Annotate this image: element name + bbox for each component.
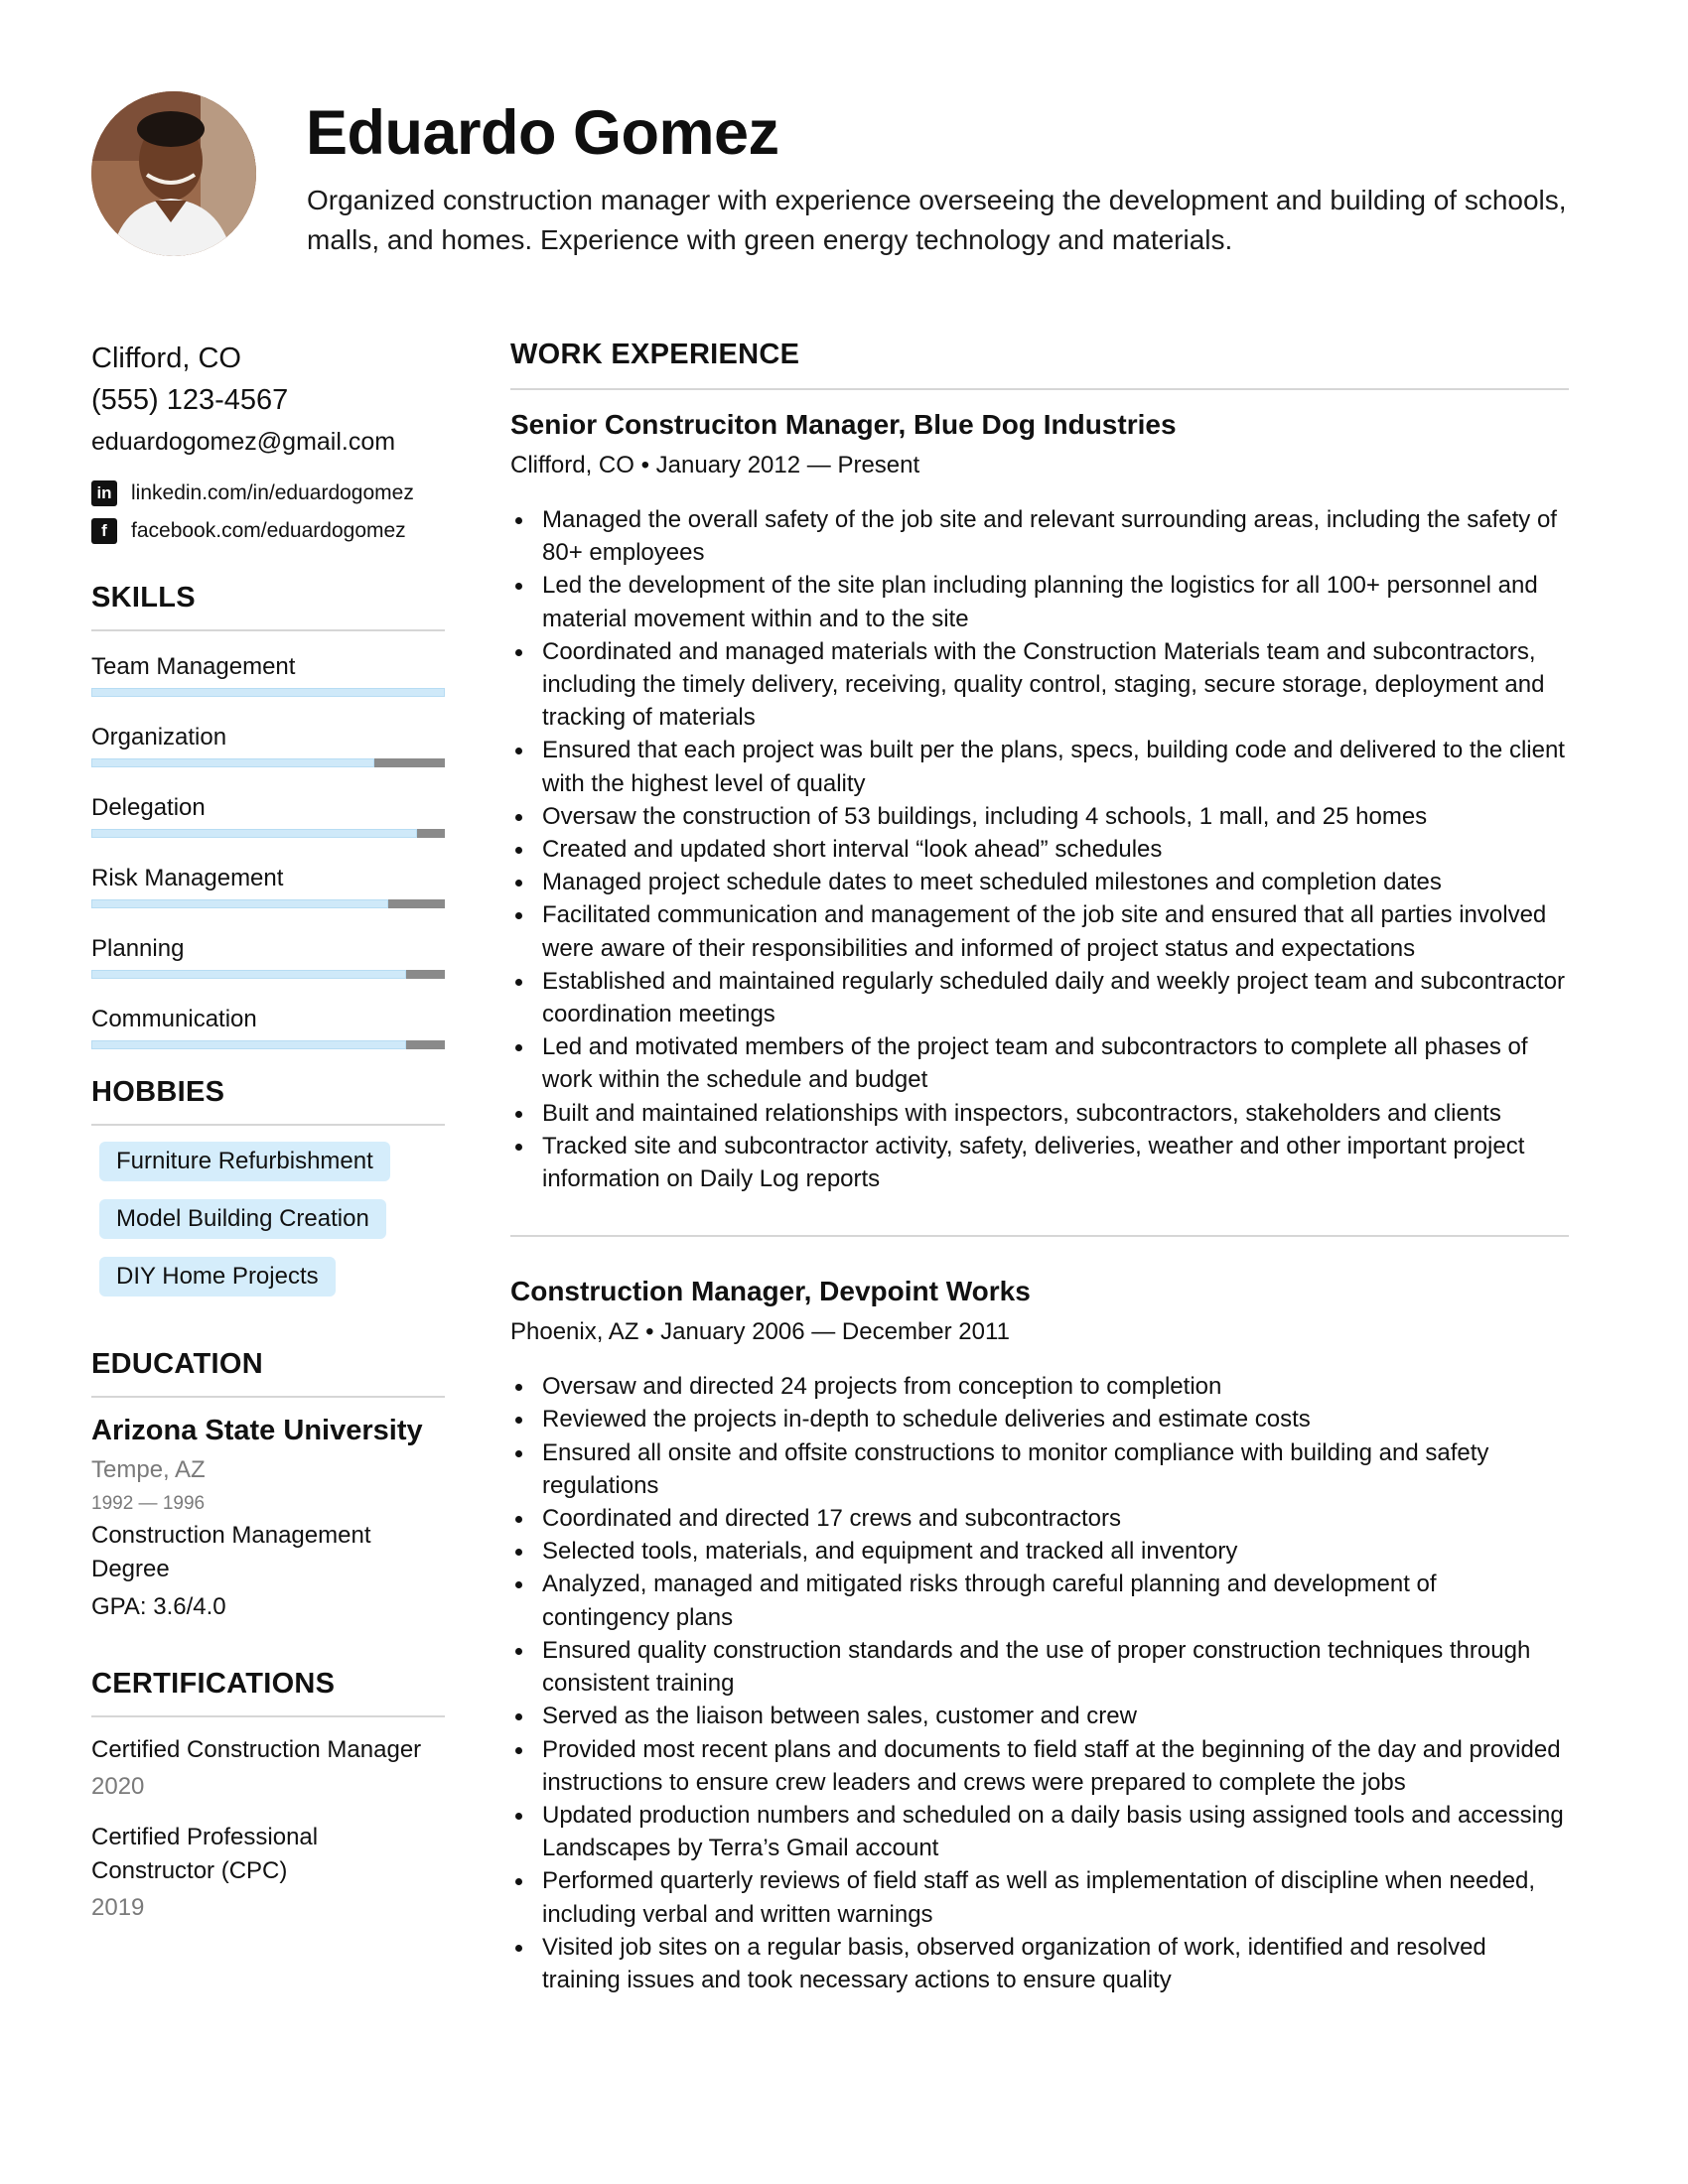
person-photo-icon: [91, 91, 256, 256]
skill-level-bar: [91, 970, 445, 979]
linkedin-url[interactable]: linkedin.com/in/eduardogomez: [131, 481, 414, 504]
contact-phone: (555) 123-4567: [91, 384, 289, 416]
skill-label: Communication: [91, 1006, 257, 1032]
certification-year: 2020: [91, 1773, 145, 1800]
skill-item: [91, 720, 445, 767]
job-bullet: Performed quarterly reviews of field staff as well as implementation of discipline when needed, including verbal and written warnings: [510, 1864, 1569, 1930]
education-school: Arizona State University: [91, 1415, 423, 1446]
right-column: [510, 335, 1569, 1996]
skill-item: [91, 790, 445, 838]
linkedin-link[interactable]: [91, 475, 445, 512]
skill-level-fill: [91, 829, 417, 838]
job-bullet: Created and updated short interval “look ahead” schedules: [510, 833, 1569, 866]
candidate-name: Eduardo Gomez: [306, 98, 779, 168]
job-bullet: Coordinated and directed 17 crews and subcontractors: [510, 1502, 1569, 1535]
section-divider: [91, 1715, 445, 1717]
job-bullet: Established and maintained regularly scheduled daily and weekly project team and subcontractor coordination meetings: [510, 965, 1569, 1030]
job-title: Senior Construciton Manager, Blue Dog Industries: [510, 409, 1177, 440]
skill-level-fill: [91, 688, 445, 697]
left-column: [91, 338, 445, 1928]
skill-level-bar: [91, 829, 445, 838]
job-bullet: Coordinated and managed materials with the Construction Materials team and subcontractors, including the timely delivery, receiving, quality control, staging, secure storage, deployment and tracking of materials: [510, 635, 1569, 735]
facebook-url[interactable]: facebook.com/eduardogomez: [131, 519, 406, 542]
certification-name: Certified Construction Manager: [91, 1736, 422, 1763]
job-meta: Phoenix, AZ • January 2006 — December 2011: [510, 1318, 1010, 1346]
certification-item: [91, 1821, 445, 1928]
facebook-icon: f: [91, 518, 117, 544]
hobbies-heading: HOBBIES: [91, 1076, 225, 1108]
job-bullet: Facilitated communication and management of the job site and ensured that all parties involved were aware of their responsibilities and informed of project status and expectations: [510, 898, 1569, 964]
job-bullet: Provided most recent plans and documents to field staff at the beginning of the day and provided instructions to ensure crew leaders and crews were prepared to complete the jobs: [510, 1733, 1569, 1799]
skill-item: [91, 931, 445, 979]
certification-name: Certified Professional Constructor (CPC): [91, 1824, 319, 1884]
job-bullet: Tracked site and subcontractor activity, safety, deliveries, weather and other important project information on Daily Log reports: [510, 1130, 1569, 1195]
skill-level-bar: [91, 899, 445, 908]
job-meta: Clifford, CO • January 2012 — Present: [510, 452, 920, 478]
job-bullet: Managed project schedule dates to meet scheduled milestones and completion dates: [510, 866, 1569, 898]
skill-label: Planning: [91, 935, 185, 962]
job-bullet: Led the development of the site plan including planning the logistics for all 100+ personnel and material movement within and to the site: [510, 569, 1569, 634]
skill-level-bar: [91, 1040, 445, 1049]
job-bullet: Oversaw the construction of 53 buildings, including 4 schools, 1 mall, and 25 homes: [510, 800, 1569, 833]
job-bullet: Reviewed the projects in-depth to schedule deliveries and estimate costs: [510, 1403, 1569, 1435]
section-divider: [91, 629, 445, 631]
section-divider: [91, 1396, 445, 1398]
education-location: Tempe, AZ: [91, 1456, 206, 1483]
job-bullet: Ensured quality construction standards and the use of proper construction techniques through consistent training: [510, 1634, 1569, 1700]
job-bullet: Visited job sites on a regular basis, observed organization of work, identified and resolved training issues and took necessary actions to ensure quality: [510, 1931, 1569, 1996]
skill-level-fill: [91, 1040, 406, 1049]
skill-level-bar: [91, 688, 445, 697]
profile-photo: [91, 91, 256, 256]
job-bullet: Selected tools, materials, and equipment and tracked all inventory: [510, 1535, 1569, 1568]
hobby-tag: Model Building Creation: [99, 1199, 386, 1239]
profile-summary: Organized construction manager with experience overseeing the development and building of schools, malls, and homes. Experience with green energy technology and materials.: [307, 185, 1567, 255]
skill-label: Risk Management: [91, 865, 284, 891]
skill-level-bar: [91, 758, 445, 767]
facebook-link[interactable]: [91, 512, 445, 550]
education-gpa: GPA: 3.6/4.0: [91, 1593, 226, 1620]
job-bullet: Managed the overall safety of the job site and relevant surrounding areas, including the safety of 80+ employees: [510, 503, 1569, 569]
certifications-heading: CERTIFICATIONS: [91, 1668, 336, 1700]
job-bullets: [510, 1370, 1569, 1996]
certification-item: [91, 1733, 445, 1807]
linkedin-icon: in: [91, 480, 117, 506]
skill-level-fill: [91, 970, 406, 979]
job-entry: [510, 404, 1569, 1195]
job-bullet: Analyzed, managed and mitigated risks through careful planning and development of contingency plans: [510, 1568, 1569, 1633]
skill-label: Organization: [91, 724, 227, 751]
job-bullet: Built and maintained relationships with inspectors, subcontractors, stakeholders and clients: [510, 1097, 1569, 1130]
hobby-tag: Furniture Refurbishment: [99, 1142, 390, 1181]
education-years: 1992 — 1996: [91, 1493, 206, 1514]
job-divider: [510, 1235, 1569, 1237]
job-entry: [510, 1271, 1569, 1996]
education-degree: Construction Management Degree: [91, 1522, 371, 1582]
job-bullet: Served as the liaison between sales, customer and crew: [510, 1700, 1569, 1732]
work-experience-heading: WORK EXPERIENCE: [510, 339, 800, 370]
certification-year: 2019: [91, 1894, 145, 1921]
skill-level-fill: [91, 758, 374, 767]
skill-item: [91, 649, 445, 697]
job-bullet: Led and motivated members of the project team and subcontractors to complete all phases of work within the schedule and budget: [510, 1030, 1569, 1096]
skill-label: Delegation: [91, 794, 206, 821]
job-bullet: Updated production numbers and scheduled on a daily basis using assigned tools and accessing Landscapes by Terra’s Gmail account: [510, 1799, 1569, 1864]
job-bullets: [510, 503, 1569, 1195]
hobby-tag: DIY Home Projects: [99, 1257, 336, 1297]
job-title: Construction Manager, Devpoint Works: [510, 1276, 1031, 1307]
skill-level-fill: [91, 899, 388, 908]
skill-item: [91, 861, 445, 908]
contact-email[interactable]: eduardogomez@gmail.com: [91, 428, 396, 456]
skills-heading: SKILLS: [91, 582, 196, 614]
skills-list: [91, 649, 445, 1049]
skill-label: Team Management: [91, 653, 296, 680]
job-bullet: Oversaw and directed 24 projects from conception to completion: [510, 1370, 1569, 1403]
section-divider: [510, 388, 1569, 390]
section-divider: [91, 1124, 445, 1126]
education-heading: EDUCATION: [91, 1348, 263, 1380]
contact-city: Clifford, CO: [91, 342, 241, 374]
job-bullet: Ensured that each project was built per the plans, specs, building code and delivered to the client with the highest level of quality: [510, 734, 1569, 799]
skill-item: [91, 1002, 445, 1049]
job-bullet: Ensured all onsite and offsite constructions to monitor compliance with building and safety regulations: [510, 1436, 1569, 1502]
